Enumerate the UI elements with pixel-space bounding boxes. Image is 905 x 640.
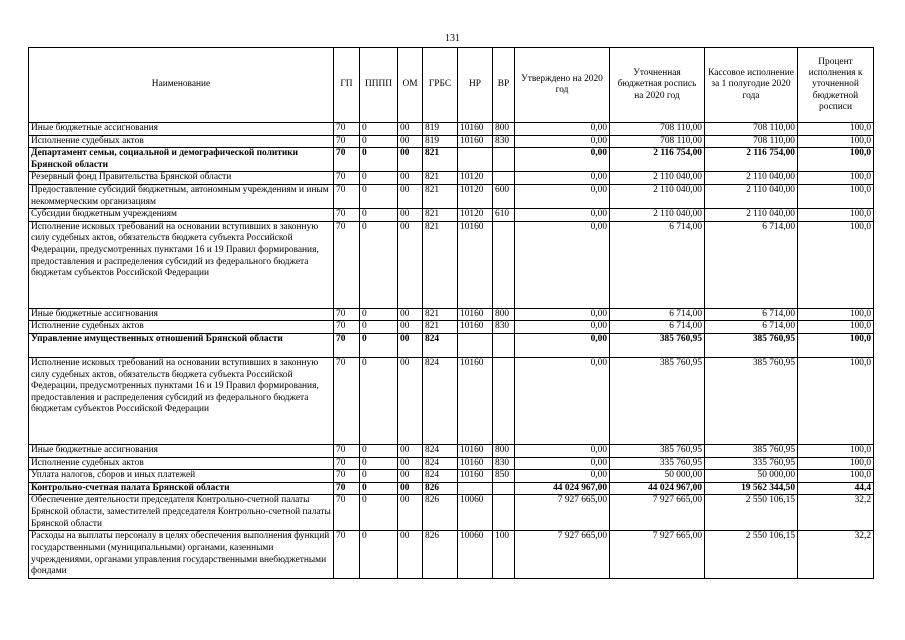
cell-pppp: 0: [360, 184, 398, 208]
cell-nr: 10160: [458, 357, 493, 444]
cell-vr: [493, 357, 515, 444]
cell-cash: 2 110 040,00: [705, 184, 798, 208]
cell-cash: 50 000,00: [705, 470, 798, 483]
cell-gp: 70: [334, 308, 360, 321]
cell-name: Иные бюджетные ассигнования: [29, 308, 334, 321]
cell-nr: 10120: [458, 209, 493, 222]
cell-vr: [493, 221, 515, 308]
cell-vr: [493, 172, 515, 185]
table-row: [29, 357, 874, 444]
cell-percent: 100,0: [798, 333, 874, 357]
cell-percent: 100,0: [798, 123, 874, 136]
cell-grbs: 826: [423, 531, 458, 579]
cell-vr: [493, 495, 515, 531]
cell-vr: 800: [493, 444, 515, 457]
table-row: [29, 531, 874, 579]
cell-percent: 100,0: [798, 321, 874, 334]
cell-gp: 70: [334, 135, 360, 148]
cell-nr: 10160: [458, 135, 493, 148]
cell-name: Иные бюджетные ассигнования: [29, 123, 334, 136]
cell-om: 00: [398, 531, 423, 579]
table-row: [29, 333, 874, 357]
cell-om: 00: [398, 333, 423, 357]
cell-vr: 830: [493, 321, 515, 334]
cell-gp: 70: [334, 321, 360, 334]
cell-name: Исполнение исковых требований на основании вступивших в законную силу судебных актов, обязательств бюджета субъекта Российской Федерации, предусмотренных пунктами 16 и 19 Правил формирования, предоставления и распределения субсидий из федерального бюджета бюджетам субъектов Российской Федерации: [29, 221, 334, 308]
cell-grbs: 821: [423, 321, 458, 334]
cell-gp: 70: [334, 209, 360, 222]
cell-nr: 10160: [458, 444, 493, 457]
cell-percent: 100,0: [798, 457, 874, 470]
table-row: [29, 470, 874, 483]
cell-vr: 100: [493, 531, 515, 579]
cell-name: Департамент семьи, социальной и демографической политики Брянской области: [29, 148, 334, 172]
cell-gp: 70: [334, 123, 360, 136]
cell-gp: 70: [334, 221, 360, 308]
cell-approved: 0,00: [515, 148, 610, 172]
table-row: [29, 444, 874, 457]
cell-refined: 385 760,95: [610, 444, 705, 457]
cell-approved: 0,00: [515, 308, 610, 321]
cell-vr: 800: [493, 123, 515, 136]
cell-name: Контрольно-счетная палата Брянской области: [29, 482, 334, 495]
cell-cash: 19 562 344,50: [705, 482, 798, 495]
cell-pppp: 0: [360, 209, 398, 222]
cell-pppp: 0: [360, 135, 398, 148]
cell-vr: 830: [493, 135, 515, 148]
cell-nr: [458, 148, 493, 172]
cell-approved: 0,00: [515, 357, 610, 444]
cell-pppp: 0: [360, 444, 398, 457]
cell-pppp: 0: [360, 333, 398, 357]
cell-name: Исполнение судебных актов: [29, 135, 334, 148]
cell-vr: [493, 333, 515, 357]
column-header-cash: Кассовое исполнение за 1 полугодие 2020 года: [705, 48, 798, 123]
cell-pppp: 0: [360, 495, 398, 531]
cell-name: Управление имущественных отношений Брянской области: [29, 333, 334, 357]
cell-approved: 0,00: [515, 184, 610, 208]
cell-om: 00: [398, 148, 423, 172]
cell-refined: 385 760,95: [610, 357, 705, 444]
cell-cash: 2 116 754,00: [705, 148, 798, 172]
table-row: [29, 321, 874, 334]
column-header-approved: Утверждено на 2020 год: [515, 48, 610, 123]
cell-cash: 2 110 040,00: [705, 172, 798, 185]
table-body: [29, 123, 874, 579]
table-header-row: [29, 48, 874, 123]
cell-gp: 70: [334, 172, 360, 185]
cell-percent: 100,0: [798, 308, 874, 321]
cell-vr: 610: [493, 209, 515, 222]
cell-percent: 32,2: [798, 495, 874, 531]
cell-vr: 800: [493, 308, 515, 321]
cell-gp: 70: [334, 444, 360, 457]
cell-grbs: 821: [423, 221, 458, 308]
cell-pppp: 0: [360, 123, 398, 136]
cell-gp: 70: [334, 457, 360, 470]
cell-approved: 0,00: [515, 221, 610, 308]
cell-gp: 70: [334, 357, 360, 444]
cell-grbs: 821: [423, 172, 458, 185]
cell-nr: 10120: [458, 172, 493, 185]
cell-om: 00: [398, 321, 423, 334]
table-row: [29, 184, 874, 208]
cell-vr: [493, 482, 515, 495]
cell-cash: 708 110,00: [705, 123, 798, 136]
cell-refined: 2 116 754,00: [610, 148, 705, 172]
cell-gp: 70: [334, 531, 360, 579]
cell-grbs: 824: [423, 333, 458, 357]
cell-grbs: 824: [423, 457, 458, 470]
cell-pppp: 0: [360, 321, 398, 334]
cell-cash: 385 760,95: [705, 444, 798, 457]
cell-gp: 70: [334, 184, 360, 208]
cell-pppp: 0: [360, 357, 398, 444]
cell-gp: 70: [334, 148, 360, 172]
cell-name: Обеспечение деятельности председателя Контрольно-счетной палаты Брянской области, заместителей председателя Контрольно-счетной палаты Брянской области: [29, 495, 334, 531]
column-header-vr: ВР: [493, 48, 515, 123]
cell-percent: 100,0: [798, 135, 874, 148]
cell-approved: 44 024 967,00: [515, 482, 610, 495]
cell-grbs: 819: [423, 123, 458, 136]
cell-percent: 100,0: [798, 209, 874, 222]
column-header-gp: ГП: [334, 48, 360, 123]
cell-approved: 0,00: [515, 457, 610, 470]
cell-grbs: 826: [423, 495, 458, 531]
cell-om: 00: [398, 172, 423, 185]
cell-grbs: 824: [423, 444, 458, 457]
cell-om: 00: [398, 221, 423, 308]
cell-pppp: 0: [360, 148, 398, 172]
cell-om: 00: [398, 123, 423, 136]
cell-cash: 2 550 106,15: [705, 531, 798, 579]
cell-nr: 10120: [458, 184, 493, 208]
cell-nr: 10160: [458, 470, 493, 483]
cell-om: 00: [398, 357, 423, 444]
cell-percent: 100,0: [798, 444, 874, 457]
cell-refined: 44 024 967,00: [610, 482, 705, 495]
cell-om: 00: [398, 184, 423, 208]
cell-pppp: 0: [360, 470, 398, 483]
cell-cash: 335 760,95: [705, 457, 798, 470]
cell-name: Расходы на выплаты персоналу в целях обеспечения выполнения функций государственными (муниципальными) органами, казенными учреждениями, органами управления государственными внебюджетными фондами: [29, 531, 334, 579]
cell-nr: 10160: [458, 457, 493, 470]
cell-percent: 100,0: [798, 172, 874, 185]
cell-name: Предоставление субсидий бюджетным, автономным учреждениям и иным некоммерческим организациям: [29, 184, 334, 208]
cell-gp: 70: [334, 495, 360, 531]
cell-percent: 100,0: [798, 148, 874, 172]
cell-refined: 6 714,00: [610, 308, 705, 321]
cell-grbs: 821: [423, 308, 458, 321]
cell-name: Уплата налогов, сборов и иных платежей: [29, 470, 334, 483]
cell-approved: 0,00: [515, 123, 610, 136]
cell-nr: [458, 482, 493, 495]
cell-pppp: 0: [360, 457, 398, 470]
cell-gp: 70: [334, 482, 360, 495]
column-header-percent: Процент исполнения к уточненной бюджетной росписи: [798, 48, 874, 123]
cell-nr: 10060: [458, 531, 493, 579]
cell-refined: 7 927 665,00: [610, 495, 705, 531]
cell-cash: 6 714,00: [705, 321, 798, 334]
budget-table: [28, 47, 874, 579]
cell-vr: 830: [493, 457, 515, 470]
cell-cash: 6 714,00: [705, 221, 798, 308]
cell-refined: 50 000,00: [610, 470, 705, 483]
cell-nr: 10060: [458, 495, 493, 531]
cell-refined: 708 110,00: [610, 123, 705, 136]
cell-nr: 10160: [458, 308, 493, 321]
cell-gp: 70: [334, 333, 360, 357]
table-row: [29, 123, 874, 136]
cell-pppp: 0: [360, 482, 398, 495]
cell-approved: 7 927 665,00: [515, 531, 610, 579]
cell-name: Иные бюджетные ассигнования: [29, 444, 334, 457]
cell-cash: 2 110 040,00: [705, 209, 798, 222]
cell-name: Резервный фонд Правительства Брянской области: [29, 172, 334, 185]
cell-grbs: 826: [423, 482, 458, 495]
cell-vr: 850: [493, 470, 515, 483]
cell-percent: 100,0: [798, 357, 874, 444]
cell-approved: 0,00: [515, 135, 610, 148]
cell-pppp: 0: [360, 531, 398, 579]
cell-cash: 385 760,95: [705, 333, 798, 357]
cell-percent: 100,0: [798, 184, 874, 208]
cell-nr: 10160: [458, 321, 493, 334]
column-header-name: Наименование: [29, 48, 334, 123]
cell-cash: 385 760,95: [705, 357, 798, 444]
cell-grbs: 821: [423, 209, 458, 222]
table-row: [29, 495, 874, 531]
cell-approved: 0,00: [515, 209, 610, 222]
page-number: 131: [445, 33, 460, 44]
cell-cash: 708 110,00: [705, 135, 798, 148]
table-row: [29, 209, 874, 222]
cell-vr: 600: [493, 184, 515, 208]
cell-refined: 335 760,95: [610, 457, 705, 470]
cell-percent: 100,0: [798, 470, 874, 483]
cell-grbs: 824: [423, 470, 458, 483]
cell-refined: 6 714,00: [610, 221, 705, 308]
table-row: [29, 457, 874, 470]
cell-grbs: 821: [423, 184, 458, 208]
cell-name: Исполнение судебных актов: [29, 321, 334, 334]
table-row: [29, 221, 874, 308]
cell-percent: 100,0: [798, 221, 874, 308]
cell-nr: 10160: [458, 221, 493, 308]
cell-grbs: 824: [423, 357, 458, 444]
cell-om: 00: [398, 135, 423, 148]
cell-om: 00: [398, 457, 423, 470]
cell-cash: 6 714,00: [705, 308, 798, 321]
cell-approved: 0,00: [515, 172, 610, 185]
cell-vr: [493, 148, 515, 172]
cell-grbs: 821: [423, 148, 458, 172]
cell-refined: 7 927 665,00: [610, 531, 705, 579]
table-row: [29, 172, 874, 185]
cell-approved: 0,00: [515, 470, 610, 483]
cell-gp: 70: [334, 470, 360, 483]
cell-name: Исполнение судебных актов: [29, 457, 334, 470]
cell-percent: 44,4: [798, 482, 874, 495]
cell-refined: 6 714,00: [610, 321, 705, 334]
cell-approved: 0,00: [515, 444, 610, 457]
cell-approved: 0,00: [515, 333, 610, 357]
column-header-om: ОМ: [398, 48, 423, 123]
column-header-nr: НР: [458, 48, 493, 123]
cell-name: Субсидии бюджетным учреждениям: [29, 209, 334, 222]
column-header-refined: Уточненная бюджетная роспись на 2020 год: [610, 48, 705, 123]
cell-refined: 2 110 040,00: [610, 172, 705, 185]
table-row: [29, 482, 874, 495]
cell-om: 00: [398, 308, 423, 321]
cell-om: 00: [398, 209, 423, 222]
column-header-grbs: ГРБС: [423, 48, 458, 123]
cell-percent: 32,2: [798, 531, 874, 579]
cell-refined: 2 110 040,00: [610, 209, 705, 222]
cell-om: 00: [398, 495, 423, 531]
cell-refined: 708 110,00: [610, 135, 705, 148]
cell-cash: 2 550 106,15: [705, 495, 798, 531]
cell-nr: [458, 333, 493, 357]
cell-nr: 10160: [458, 123, 493, 136]
cell-grbs: 819: [423, 135, 458, 148]
cell-refined: 385 760,95: [610, 333, 705, 357]
cell-approved: 0,00: [515, 321, 610, 334]
cell-om: 00: [398, 444, 423, 457]
table-row: [29, 148, 874, 172]
table-row: [29, 135, 874, 148]
cell-pppp: 0: [360, 308, 398, 321]
cell-name: Исполнение исковых требований на основании вступивших в законную силу судебных актов, обязательств бюджета субъекта Российской Федерации, предусмотренных пунктами 16 и 19 Правил формирования, предоставления и распределения субсидий из федерального бюджета бюджетам субъектов Российской Федерации: [29, 357, 334, 444]
cell-om: 00: [398, 482, 423, 495]
cell-pppp: 0: [360, 221, 398, 308]
cell-om: 00: [398, 470, 423, 483]
cell-pppp: 0: [360, 172, 398, 185]
cell-refined: 2 110 040,00: [610, 184, 705, 208]
column-header-pppp: ПППП: [360, 48, 398, 123]
table-row: [29, 308, 874, 321]
cell-approved: 7 927 665,00: [515, 495, 610, 531]
